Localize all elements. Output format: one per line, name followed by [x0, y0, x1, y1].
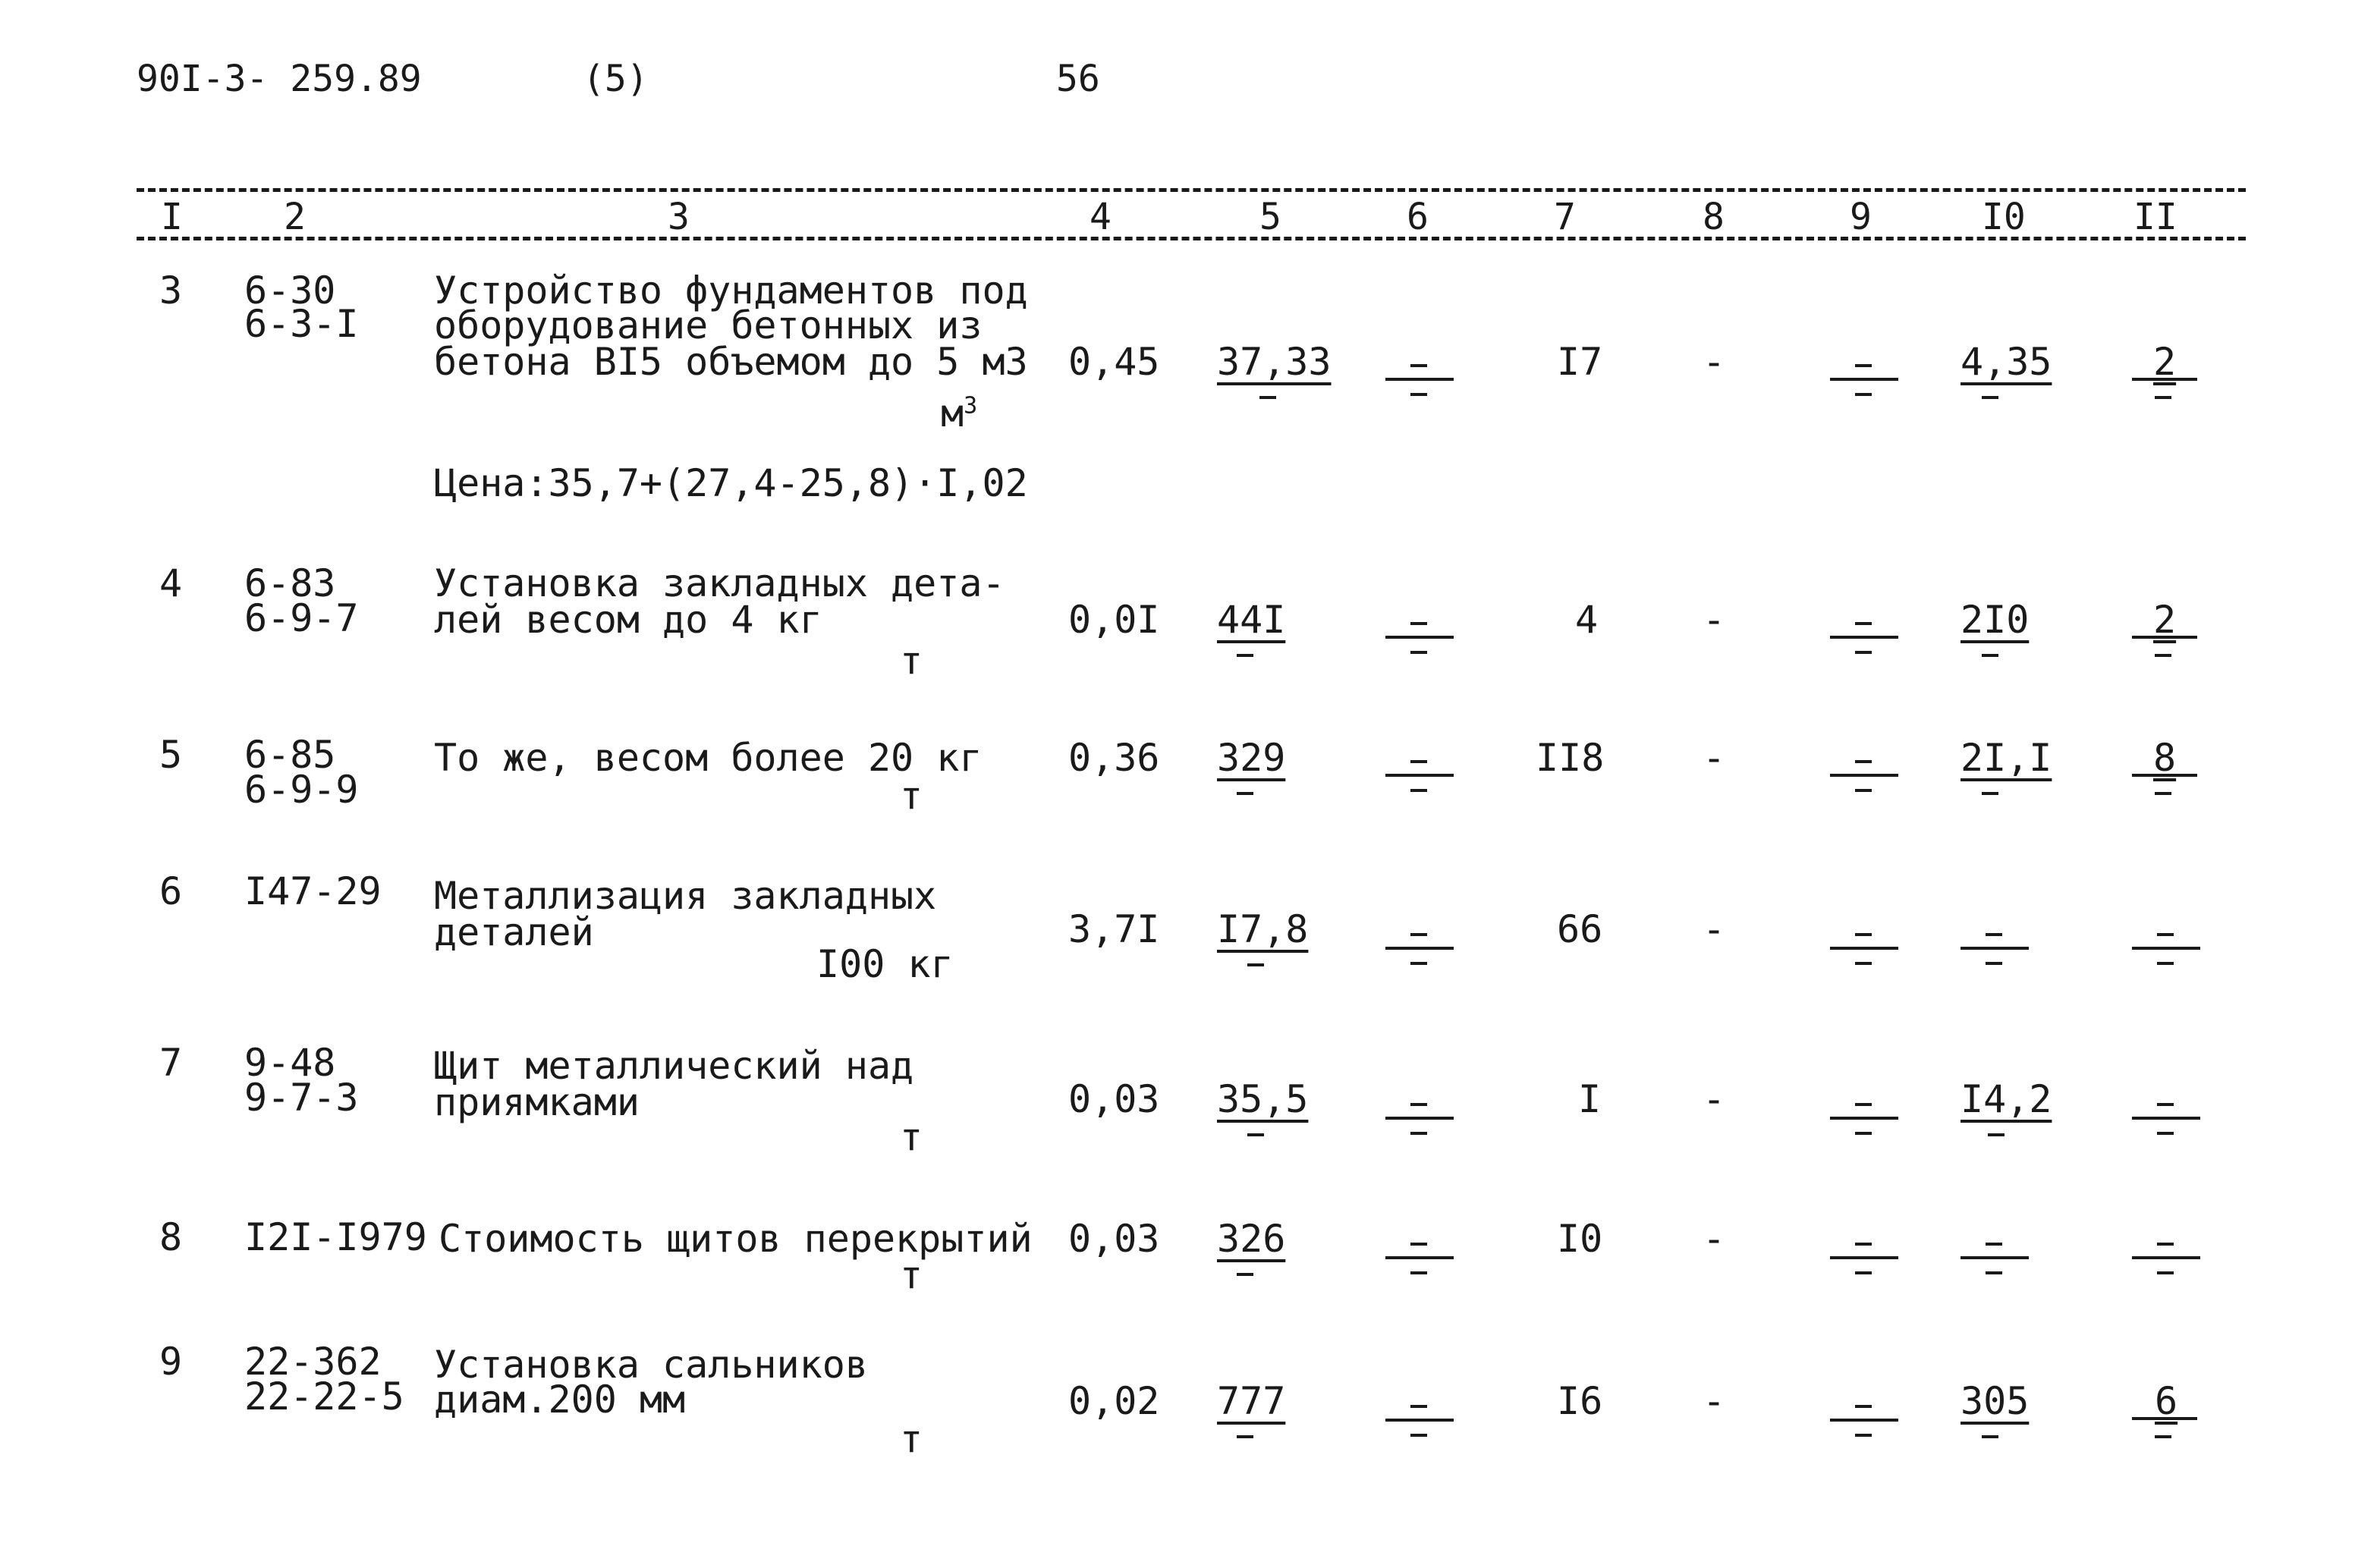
col10-value: 305	[1961, 1379, 2030, 1423]
price-note: Цена:35,7+(27,4-25,8)·I,02	[434, 461, 1028, 505]
col11-value: 2	[2153, 340, 2177, 384]
page-number: 56	[1056, 58, 1100, 100]
col8-value: -	[1703, 1217, 1726, 1261]
work-description: приямками	[434, 1080, 640, 1124]
work-description: Щит металлический над	[434, 1044, 914, 1088]
col8-value: -	[1703, 340, 1726, 384]
column-header-8: 8	[1703, 196, 1725, 238]
empty-fraction	[2132, 1097, 2200, 1139]
norm-code: 6-30	[244, 269, 336, 313]
empty-fraction	[1385, 1236, 1454, 1279]
quantity: 0,02	[1068, 1379, 1160, 1423]
column-header-9: 9	[1850, 196, 1872, 238]
unit-label: т	[900, 774, 923, 818]
unit-label: $м^3$	[941, 391, 978, 435]
column-header-6: 6	[1407, 196, 1429, 238]
quantity: 0,0I	[1068, 598, 1160, 642]
col7-value: I0	[1557, 1217, 1603, 1261]
col11-rule	[2132, 1417, 2197, 1420]
cost-dash	[2155, 792, 2171, 795]
quantity: 0,03	[1068, 1077, 1160, 1121]
unit-cost: 37,33	[1217, 340, 1332, 384]
col7-value: 4	[1575, 598, 1599, 642]
column-header-3: 3	[668, 196, 690, 238]
work-description: Установка закладных дета-	[434, 561, 1005, 605]
work-description: Устройство фундаментов под	[434, 269, 1028, 313]
empty-fraction	[1385, 1399, 1454, 1441]
empty-fraction	[1830, 1097, 1898, 1139]
quantity: 0,45	[1068, 340, 1160, 384]
empty-fraction	[1385, 616, 1454, 658]
row-number: 6	[159, 869, 183, 913]
empty-fraction	[1961, 1236, 2029, 1279]
cost-dash	[2155, 1435, 2171, 1438]
norm-code: 6-85	[244, 733, 336, 777]
col8-value: -	[1703, 736, 1726, 780]
unit-label: т	[900, 1417, 923, 1461]
cost-dash	[1247, 963, 1264, 966]
work-description: Металлизация закладных	[434, 874, 937, 918]
column-header-11: II	[2133, 196, 2177, 238]
unit-cost: 326	[1217, 1217, 1286, 1261]
cost-dash	[1259, 396, 1276, 399]
cost-dash	[1988, 1133, 2005, 1136]
cost-dash	[1982, 396, 1998, 399]
unit-label: т	[900, 1253, 923, 1297]
empty-fraction	[1830, 616, 1898, 658]
empty-fraction	[1830, 927, 1898, 969]
empty-fraction	[2132, 1236, 2200, 1279]
col10-value: I4,2	[1961, 1077, 2052, 1121]
col10-value: 2I,I	[1961, 736, 2052, 780]
work-description: диам.200 мм	[434, 1378, 686, 1422]
row-number: 8	[159, 1215, 183, 1259]
column-header-4: 4	[1090, 196, 1112, 238]
col7-value: I6	[1557, 1379, 1603, 1423]
empty-fraction	[1830, 358, 1898, 401]
work-description: Установка сальников	[434, 1343, 868, 1387]
col11-rule	[2132, 636, 2197, 639]
col11-value: 6	[2155, 1379, 2178, 1423]
unit-cost: I7,8	[1217, 907, 1309, 951]
cost-dash	[2155, 396, 2171, 399]
work-description: Стоимость щитов перекрытий	[439, 1217, 1033, 1261]
col8-value: -	[1703, 1379, 1726, 1423]
unit-cost: 777	[1217, 1379, 1286, 1423]
document-code: 90I-3- 259.89	[137, 58, 422, 100]
empty-fraction	[1830, 754, 1898, 797]
cost-dash	[1982, 792, 1998, 795]
empty-fraction	[1385, 927, 1454, 969]
norm-code: I47-29	[244, 869, 382, 913]
empty-fraction	[1385, 1097, 1454, 1139]
work-description: бетона BI5 объемом до 5 м3	[434, 340, 1028, 384]
norm-code-secondary: 6-9-7	[244, 596, 359, 640]
cost-dash	[1237, 654, 1253, 657]
work-description: То же, весом более 20 кг	[434, 736, 983, 780]
row-number: 3	[159, 269, 183, 313]
unit-label: т	[900, 1115, 923, 1159]
cost-dash	[1982, 654, 1998, 657]
col8-value: -	[1703, 1077, 1726, 1121]
col10-value: 2I0	[1961, 598, 2030, 642]
cost-dash	[1237, 792, 1253, 795]
norm-code: I2I-I979	[244, 1215, 427, 1259]
norm-code-secondary: 6-9-9	[244, 768, 359, 812]
column-header-1: I	[161, 196, 183, 238]
row-number: 7	[159, 1041, 183, 1085]
col11-value: 8	[2153, 736, 2177, 780]
col7-value: I7	[1557, 340, 1603, 384]
unit-label: т	[900, 639, 923, 683]
empty-fraction	[1830, 1236, 1898, 1279]
header-rule-bottom	[137, 237, 2246, 240]
unit-cost: 329	[1217, 736, 1286, 780]
norm-code: 22-362	[244, 1340, 382, 1384]
norm-code-secondary: 6-3-I	[244, 302, 359, 346]
row-number: 5	[159, 733, 183, 777]
cost-dash	[1247, 1133, 1264, 1136]
empty-fraction	[1385, 754, 1454, 797]
work-description: оборудование бетонных из	[434, 303, 983, 347]
col8-value: -	[1703, 598, 1726, 642]
col11-value: 2	[2153, 598, 2177, 642]
empty-fraction	[1385, 358, 1454, 401]
unit-cost: 44I	[1217, 598, 1286, 642]
col7-value: 66	[1557, 907, 1603, 951]
cost-dash	[1982, 1435, 1998, 1438]
cost-dash	[1237, 1273, 1253, 1276]
col7-value: II8	[1536, 736, 1605, 780]
header-rule-top	[137, 188, 2246, 192]
col7-value: I	[1578, 1077, 1602, 1121]
quantity: 0,03	[1068, 1217, 1160, 1261]
norm-code-secondary: 22-22-5	[244, 1375, 404, 1419]
work-description: деталей	[434, 910, 594, 954]
empty-fraction	[1830, 1399, 1898, 1441]
column-header-7: 7	[1554, 196, 1576, 238]
sheet-label: (5)	[583, 58, 649, 100]
column-header-10: I0	[1982, 196, 2026, 238]
cost-dash	[1237, 1435, 1253, 1438]
cost-dash	[2155, 654, 2171, 657]
work-description: лей весом до 4 кг	[434, 598, 822, 642]
col11-rule	[2132, 378, 2197, 381]
unit-cost: 35,5	[1217, 1077, 1309, 1121]
norm-code-secondary: 9-7-3	[244, 1076, 359, 1120]
row-number: 9	[159, 1340, 183, 1384]
row-number: 4	[159, 561, 183, 605]
unit-label: I00 кг	[816, 942, 954, 986]
column-header-2: 2	[284, 196, 306, 238]
col10-value: 4,35	[1961, 340, 2052, 384]
quantity: 0,36	[1068, 736, 1160, 780]
column-header-5: 5	[1259, 196, 1281, 238]
col8-value: -	[1703, 907, 1726, 951]
quantity: 3,7I	[1068, 907, 1160, 951]
empty-fraction	[1961, 927, 2029, 969]
norm-code: 6-83	[244, 561, 336, 605]
col11-rule	[2132, 774, 2197, 777]
empty-fraction	[2132, 927, 2200, 969]
norm-code: 9-48	[244, 1041, 336, 1085]
